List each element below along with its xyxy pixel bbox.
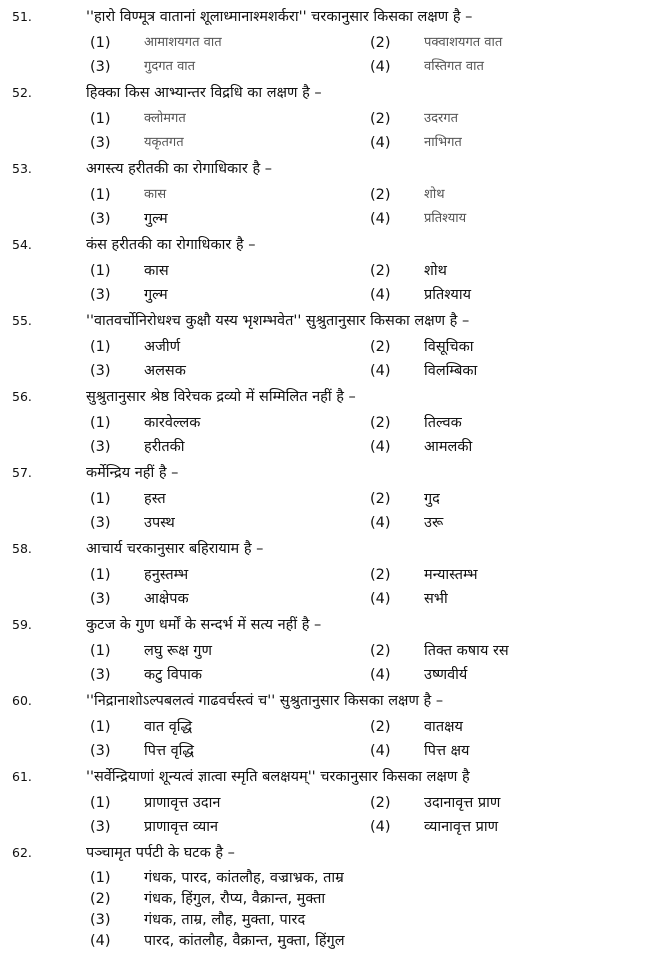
option-text: प्रतिश्याय	[424, 287, 472, 303]
question-text: ''निद्रानाशोऽल्पबलत्वं गाढवर्चस्त्वं च'' सुश्रुतानुसार किसका लक्षण है –	[86, 693, 444, 709]
option-number: (4)	[370, 287, 391, 303]
option-text: हनुस्तम्भ	[144, 567, 189, 583]
option-text: मन्यास्तम्भ	[424, 567, 478, 583]
question-text: आचार्य चरकानुसार बहिरायाम है –	[86, 541, 264, 557]
option-number: (4)	[370, 363, 391, 379]
option-text: आमलकी	[424, 439, 473, 455]
option-text: हरीतकी	[144, 439, 185, 455]
option-text: क्लोमगत	[144, 111, 186, 126]
option-text: पित्त वृद्धि	[144, 743, 195, 759]
question-number: 54.	[12, 237, 32, 252]
option-number: (3)	[90, 287, 111, 303]
question-text: पञ्चामृत पर्पटी के घटक है –	[86, 845, 235, 861]
option-number: (3)	[90, 819, 111, 835]
option-number: (3)	[90, 439, 111, 455]
option-number: (4)	[370, 439, 391, 455]
option-number: (1)	[90, 870, 111, 886]
option-number: (3)	[90, 363, 111, 379]
option-text: उदरगत	[424, 111, 459, 126]
option-text: गंधक, हिंगुल, रौप्य, वैक्रान्त, मुक्ता	[144, 891, 326, 907]
option-number: (4)	[370, 211, 391, 227]
question-text: ''सर्वेन्द्रियाणां शून्यत्वं ज्ञात्वा स्मृति बलक्षयम्'' चरकानुसार किसका लक्षण है	[86, 769, 470, 785]
option-number: (4)	[370, 743, 391, 759]
option-text: वात वृद्धि	[144, 719, 193, 735]
option-text: हस्त	[144, 491, 166, 507]
question-text: कुटज के गुण धर्मों के सन्दर्भ में सत्य नहीं है –	[86, 617, 322, 633]
option-text: उरू	[424, 515, 444, 531]
question-number: 55.	[12, 313, 32, 328]
option-number: (2)	[370, 567, 391, 583]
option-text: शोथ	[424, 187, 445, 202]
option-text: गंधक, ताम्र, लौह, मुक्ता, पारद	[144, 912, 306, 928]
question-number: 58.	[12, 541, 32, 556]
question-number: 60.	[12, 693, 32, 708]
option-number: (3)	[90, 743, 111, 759]
option-text: गुल्म	[144, 287, 168, 303]
option-text: विलम्बिका	[424, 363, 478, 379]
option-text: नाभिगत	[424, 135, 462, 150]
option-number: (2)	[370, 111, 391, 127]
option-text: प्राणावृत्त व्यान	[144, 819, 219, 835]
option-number: (1)	[90, 339, 111, 355]
option-text: वातक्षय	[424, 719, 463, 735]
option-number: (1)	[90, 795, 111, 811]
option-text: उपस्थ	[144, 515, 175, 531]
question-number: 56.	[12, 389, 32, 404]
option-number: (2)	[370, 795, 391, 811]
option-text: गुल्म	[144, 211, 168, 227]
option-number: (2)	[370, 339, 391, 355]
option-text: कास	[144, 263, 169, 279]
option-number: (4)	[370, 667, 391, 683]
option-number: (1)	[90, 111, 111, 127]
option-number: (2)	[370, 415, 391, 431]
option-text: उदानावृत्त प्राण	[424, 795, 501, 811]
option-text: आमाशयगत वात	[144, 35, 222, 50]
option-number: (3)	[90, 591, 111, 607]
question-number: 62.	[12, 845, 32, 860]
option-number: (3)	[90, 211, 111, 227]
option-number: (3)	[90, 59, 111, 75]
question-text: अगस्त्य हरीतकी का रोगाधिकार है –	[86, 161, 273, 177]
option-text: कारवेल्लक	[144, 415, 201, 431]
option-number: (2)	[370, 35, 391, 51]
question-text: कर्मेन्द्रिय नहीं है –	[86, 465, 179, 481]
option-text: विसूचिका	[424, 339, 474, 355]
option-text: शोथ	[424, 263, 447, 279]
option-text: पारद, कांतलौह, वैक्रान्त, मुक्ता, हिंगुल	[144, 933, 345, 949]
option-number: (2)	[370, 187, 391, 203]
option-number: (1)	[90, 719, 111, 735]
option-number: (4)	[370, 59, 391, 75]
option-number: (4)	[370, 515, 391, 531]
option-text: यकृतगत	[144, 135, 184, 150]
option-number: (2)	[370, 719, 391, 735]
option-number: (3)	[90, 667, 111, 683]
option-text: कटु विपाक	[144, 667, 202, 683]
option-text: वस्तिगत वात	[424, 59, 484, 74]
option-text: पक्वाशयगत वात	[424, 35, 503, 50]
option-text: कास	[144, 187, 167, 202]
option-text: व्यानावृत्त प्राण	[424, 819, 499, 835]
option-number: (3)	[90, 912, 111, 928]
option-number: (2)	[90, 891, 111, 907]
option-number: (2)	[370, 263, 391, 279]
option-number: (4)	[370, 135, 391, 151]
option-number: (1)	[90, 491, 111, 507]
option-number: (4)	[370, 819, 391, 835]
question-text: हिक्का किस आभ्यान्तर विद्रधि का लक्षण है –	[86, 85, 322, 101]
option-text: उष्णवीर्य	[424, 667, 468, 683]
question-text: ''हारो विण्मूत्र वातानां शूलाध्मानाश्मशर्करा'' चरकानुसार किसका लक्षण है –	[86, 9, 473, 25]
question-text: ''वातवर्चोनिरोधश्च कुक्षौ यस्य भृशम्भवेत'' सुश्रुतानुसार किसका लक्षण है –	[86, 313, 470, 329]
question-number: 53.	[12, 161, 32, 176]
option-text: गुद	[424, 491, 440, 507]
option-text: सभी	[424, 591, 448, 607]
option-text: तिक्त कषाय रस	[424, 643, 509, 659]
option-number: (3)	[90, 135, 111, 151]
option-number: (2)	[370, 491, 391, 507]
option-number: (1)	[90, 567, 111, 583]
option-number: (4)	[90, 933, 111, 949]
option-number: (1)	[90, 263, 111, 279]
option-number: (3)	[90, 515, 111, 531]
option-number: (1)	[90, 187, 111, 203]
option-text: तिल्वक	[424, 415, 462, 431]
question-number: 61.	[12, 769, 32, 784]
option-number: (1)	[90, 415, 111, 431]
option-number: (2)	[370, 643, 391, 659]
question-number: 52.	[12, 85, 32, 100]
option-text: पित्त क्षय	[424, 743, 470, 759]
question-number: 57.	[12, 465, 32, 480]
question-text: कंस हरीतकी का रोगाधिकार है –	[86, 237, 256, 253]
question-text: सुश्रुतानुसार श्रेष्ठ विरेचक द्रव्यो में सम्मिलित नहीं है –	[86, 389, 356, 405]
option-text: अजीर्ण	[144, 339, 181, 355]
option-number: (4)	[370, 591, 391, 607]
option-text: अलसक	[144, 363, 186, 379]
option-number: (1)	[90, 643, 111, 659]
option-text: आक्षेपक	[144, 591, 189, 607]
option-number: (1)	[90, 35, 111, 51]
option-text: गंधक, पारद, कांतलौह, वज्राभ्रक, ताम्र	[144, 870, 344, 886]
option-text: प्रतिश्याय	[424, 211, 467, 226]
option-text: लघु रूक्ष गुण	[144, 643, 212, 659]
option-text: प्राणावृत्त उदान	[144, 795, 221, 811]
option-text: गुदगत वात	[144, 59, 196, 74]
question-number: 51.	[12, 9, 32, 24]
question-number: 59.	[12, 617, 32, 632]
